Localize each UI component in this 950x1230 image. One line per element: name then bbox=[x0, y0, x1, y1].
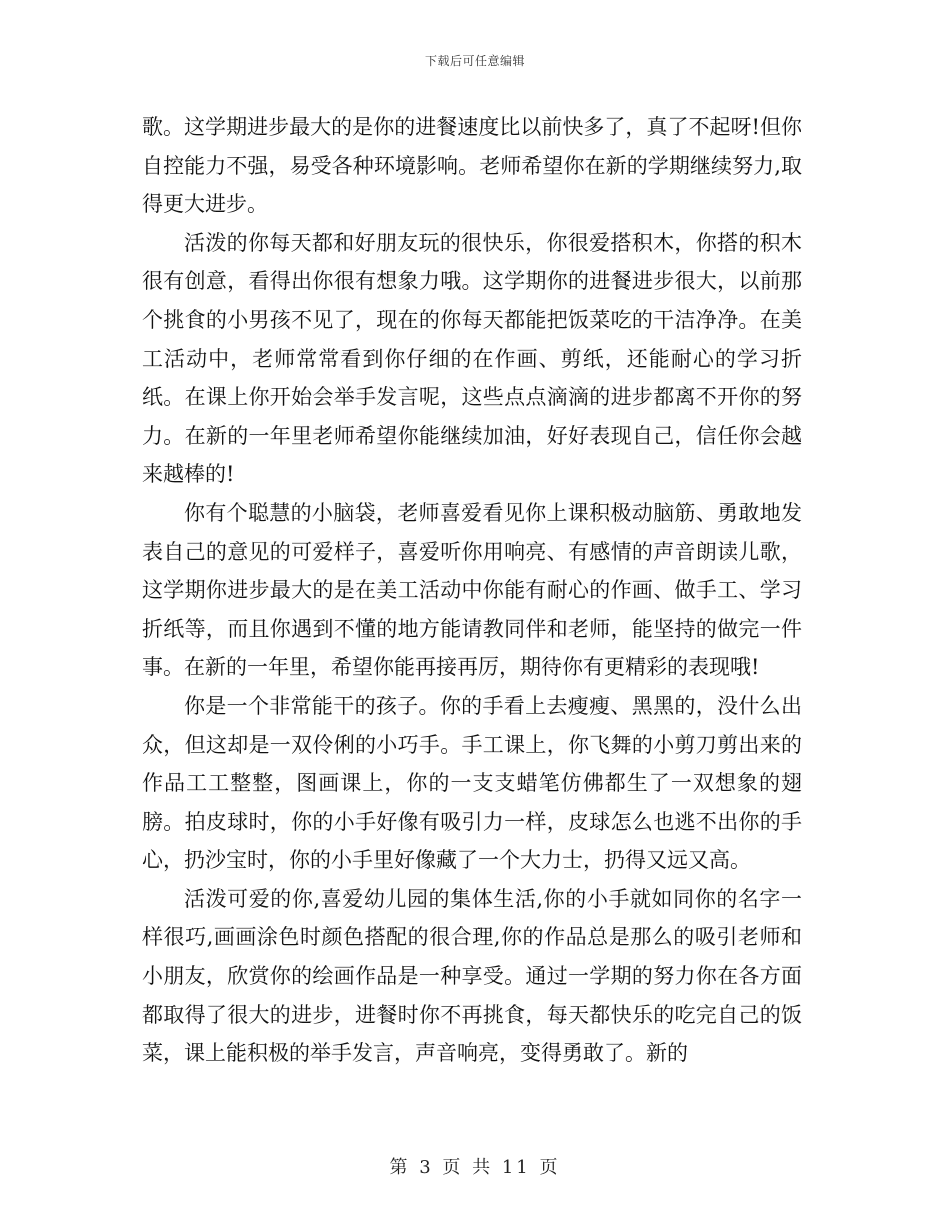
paragraph: 你是一个非常能干的孩子。你的手看上去瘦瘦、黑黑的，没什么出众，但这却是一双伶俐的小巧手。手工课上，你飞舞的小剪刀剪出来的作品工工整整，图画课上，你的一支支蜡笔仿佛都生了一双想象的翅膀。拍皮球时，你的小手好像有吸引力一样，皮球怎么也逃不出你的手心，扔沙宝时，你的小手里好像藏了一个大力士，扔得又远又高。 bbox=[142, 693, 802, 873]
paragraph: 活泼可爱的你,喜爱幼儿园的集体生活,你的小手就如同你的名字一样很巧,画画涂色时颜色搭配的很合理,你的作品总是那么的吸引老师和小朋友，欣赏你的绘画作品是一种享受。通过一学期的努力你在各方面都取得了很大的进步，进餐时你不再挑食，每天都快乐的吃完自己的饭菜，课上能积极的举手发言，声音响亮，变得勇敢了。新的 bbox=[142, 886, 802, 1066]
paragraph: 歌。这学期进步最大的是你的进餐速度比以前快多了，真了不起呀!但你自控能力不强，易受各种环境影响。老师希望你在新的学期继续努力,取得更大进步。 bbox=[142, 115, 802, 217]
page-header: 下载后可任意编辑 bbox=[424, 54, 525, 68]
paragraph: 活泼的你每天都和好朋友玩的很快乐，你很爱搭积木，你搭的积木很有创意，看得出你很有想象力哦。这学期你的进餐进步很大，以前那个挑食的小男孩不见了，现在的你每天都能把饭菜吃的干洁净净。在美工活动中，老师常常看到你仔细的在作画、剪纸，还能耐心的学习折纸。在课上你开始会举手发言呢，这些点点滴滴的进步都离不开你的努力。在新的一年里老师希望你能继续加油，好好表现自己，信任你会越来越棒的! bbox=[142, 230, 802, 487]
page-footer: 第 3 页 共 11 页 bbox=[389, 1157, 561, 1178]
paragraph: 你有个聪慧的小脑袋，老师喜爱看见你上课积极动脑筋、勇敢地发表自己的意见的可爱样子，喜爱听你用响亮、有感情的声音朗读儿歌，这学期你进步最大的是在美工活动中你能有耐心的作画、做手工、学习折纸等，而且你遇到不懂的地方能请教同伴和老师，能坚持的做完一件事。在新的一年里，希望你能再接再厉，期待你有更精彩的表现哦! bbox=[142, 500, 802, 680]
document-body bbox=[142, 108, 802, 1073]
